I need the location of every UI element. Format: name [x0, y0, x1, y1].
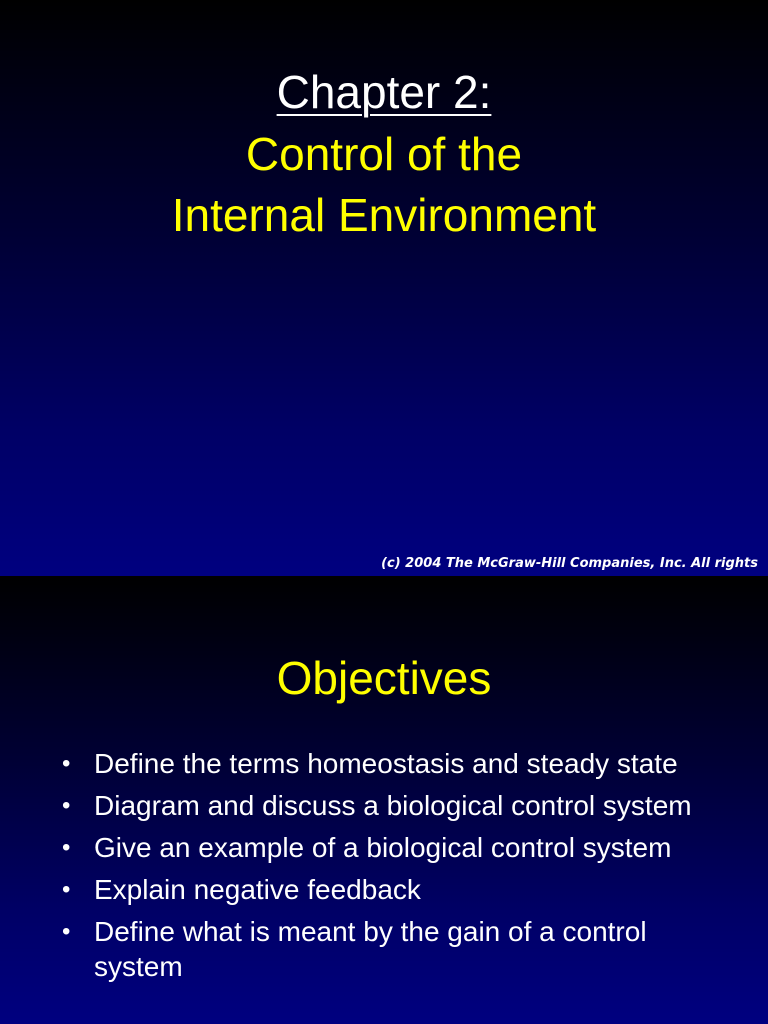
objective-text: Give an example of a biological control system — [94, 832, 672, 863]
copyright-notice: (c) 2004 The McGraw-Hill Companies, Inc. All rights — [381, 556, 758, 571]
chapter-heading: Chapter 2: — [276, 66, 492, 118]
bullet-icon: • — [62, 918, 71, 945]
objective-item — [62, 746, 722, 781]
bullet-icon: • — [62, 792, 71, 819]
objective-text: Diagram and discuss a biological control system — [94, 790, 692, 821]
objective-text: Define the terms homeostasis and steady state — [94, 748, 678, 779]
bullet-icon: • — [62, 876, 71, 903]
objective-text: Explain negative feedback — [94, 874, 421, 905]
chapter-subtitle-line-2: Internal Environment — [171, 189, 597, 241]
chapter-subtitle-line-1: Control of the — [245, 128, 523, 180]
objective-item — [62, 830, 722, 865]
objective-text: Define what is meant by the gain of a control system — [94, 916, 647, 982]
bullet-icon: • — [62, 750, 71, 777]
objectives-title: Objectives — [276, 652, 492, 704]
objective-item — [62, 788, 722, 823]
bullet-icon: • — [62, 834, 71, 861]
objectives-list — [62, 746, 722, 991]
objectives-slide — [0, 576, 768, 1024]
objective-item — [62, 914, 722, 984]
objective-item — [62, 872, 722, 907]
